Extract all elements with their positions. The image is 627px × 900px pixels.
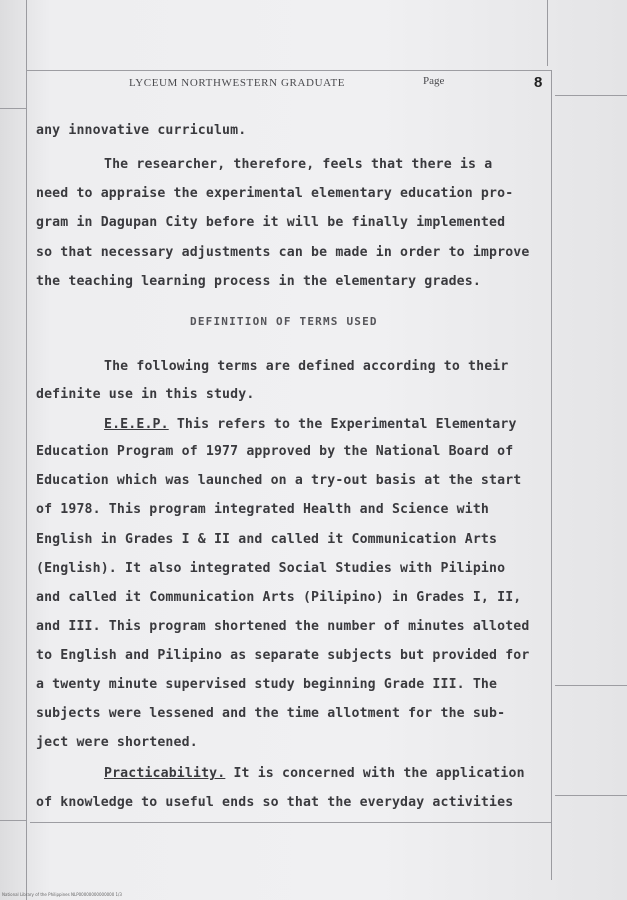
text-line: of knowledge to useful ends so that the everyday activities bbox=[36, 795, 514, 810]
text-line: and III. This program shortened the number of minutes alloted bbox=[36, 619, 530, 634]
page-edge-right bbox=[551, 70, 552, 880]
header-title: LYCEUM NORTHWESTERN GRADUATE bbox=[129, 77, 346, 89]
text-line: any innovative curriculum. bbox=[36, 123, 247, 138]
text-line: Education which was launched on a try-out basis at the start bbox=[36, 473, 522, 488]
text-line: gram in Dagupan City before it will be finally implemented bbox=[36, 215, 506, 230]
text-line: The following terms are defined according to their bbox=[104, 359, 509, 374]
page-edge-left bbox=[26, 0, 27, 900]
text-line: need to appraise the experimental elementary education pro- bbox=[36, 186, 514, 201]
text-line: This refers to the Experimental Elementary bbox=[176, 417, 517, 432]
term-practicability: Practicability. bbox=[104, 766, 226, 781]
text-line: definite use in this study. bbox=[36, 387, 255, 402]
text-line: The researcher, therefore, feels that there is a bbox=[104, 157, 493, 172]
text-line: so that necessary adjustments can be made in order to improve bbox=[36, 245, 530, 260]
header-rule bbox=[26, 70, 551, 71]
text-line: of 1978. This program integrated Health and Science with bbox=[36, 502, 490, 517]
text-line: It is concerned with the application bbox=[233, 766, 525, 781]
margin-rule bbox=[555, 685, 627, 686]
page-label: Page bbox=[423, 75, 445, 87]
term-line bbox=[104, 766, 525, 781]
text-line: subjects were lessened and the time allotment for the sub- bbox=[36, 706, 506, 721]
text-line: (English). It also integrated Social Studies with Pilipino bbox=[36, 561, 506, 576]
footer-rule bbox=[30, 822, 551, 823]
term-eeep: E.E.E.P. bbox=[104, 417, 169, 432]
page-number: 8 bbox=[534, 74, 543, 91]
page-edge-top-right bbox=[547, 0, 548, 66]
margin-rule bbox=[555, 795, 627, 796]
footer-caption: National Library of the Philippines NLP00000000000000 1/3 bbox=[2, 892, 122, 897]
text-line: and called it Communication Arts (Pilipino) in Grades I, II, bbox=[36, 590, 522, 605]
text-line: to English and Pilipino as separate subjects but provided for bbox=[36, 648, 530, 663]
text-line: ject were shortened. bbox=[36, 735, 198, 750]
term-line bbox=[104, 417, 517, 432]
section-heading: DEFINITION OF TERMS USED bbox=[190, 315, 378, 328]
text-line: English in Grades I & II and called it Communication Arts bbox=[36, 532, 498, 547]
text-line: a twenty minute supervised study beginning Grade III. The bbox=[36, 677, 498, 692]
margin-rule bbox=[555, 95, 627, 96]
margin-rule bbox=[0, 820, 26, 821]
text-line: the teaching learning process in the elementary grades. bbox=[36, 274, 481, 289]
text-line: Education Program of 1977 approved by the National Board of bbox=[36, 444, 514, 459]
margin-rule bbox=[0, 108, 26, 109]
